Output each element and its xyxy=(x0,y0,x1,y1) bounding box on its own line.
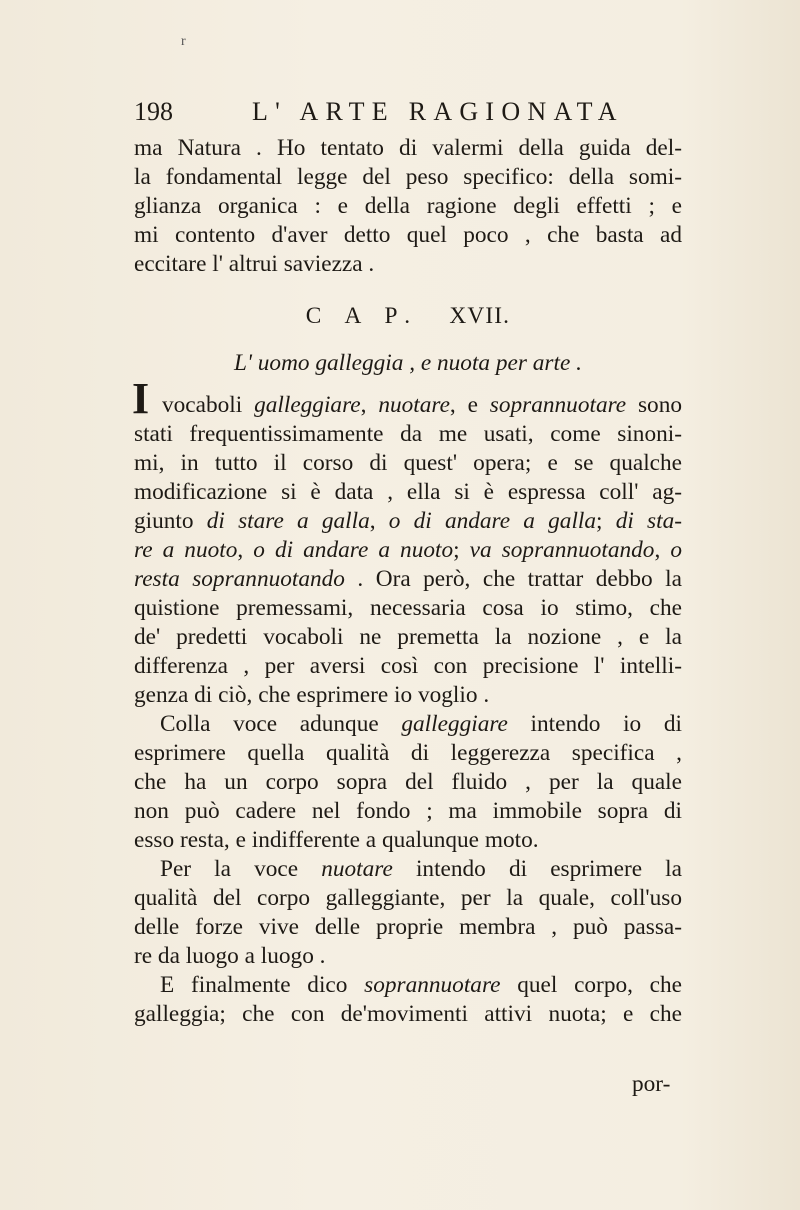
text-run: , e xyxy=(449,392,490,418)
italic-term: va soprannuotando xyxy=(469,537,655,563)
chapter-number: XVII. xyxy=(449,303,511,329)
text-line: la fondamental legge del peso specifico: della somi- xyxy=(134,164,682,190)
text-run: Colla voce adunque xyxy=(160,711,402,737)
text-run: quel corpo, che xyxy=(500,972,682,998)
running-head: L' ARTE RAGIONATA xyxy=(252,97,624,126)
text-run: de' predetti vocaboli ne premetta la nozione , e la xyxy=(134,624,682,650)
intro-paragraph xyxy=(134,134,682,279)
text-run: non può cadere nel fondo ; ma immobile sopra di xyxy=(134,798,682,824)
text-run: quistione premessami, necessaria cosa io stimo, che xyxy=(134,595,682,621)
text-line: eccitare l' altrui saviezza . xyxy=(134,251,375,277)
italic-term: galleggiare xyxy=(254,392,361,418)
text-line xyxy=(134,623,682,652)
text-run: , xyxy=(237,537,254,563)
chapter-title-text: L' uomo galleggia , e nuota per arte . xyxy=(234,350,582,376)
text-line xyxy=(134,652,682,681)
paragraph-4 xyxy=(134,971,682,1029)
text-run: . Ora però, che trattar debbo la xyxy=(344,566,682,592)
italic-term: galleggiare xyxy=(401,711,508,737)
text-line xyxy=(134,681,682,710)
text-line: ma Natura . Ho tentato di valermi della guida del- xyxy=(134,135,682,161)
text-run: intendo di esprimere la xyxy=(392,856,682,882)
text-line xyxy=(134,449,682,478)
text-run: mi, in tutto il corso di quest' opera; e se qualche xyxy=(134,450,682,476)
text-run: , xyxy=(360,392,379,418)
text-line xyxy=(134,768,682,797)
text-line xyxy=(132,374,683,423)
italic-term: o di andare a galla xyxy=(388,508,597,534)
text-run: re da luogo a luogo . xyxy=(134,943,326,969)
drop-cap: I xyxy=(132,374,150,423)
text-run: vocaboli xyxy=(162,392,255,418)
paragraph-3 xyxy=(134,855,682,971)
page-number: 198 xyxy=(134,97,173,126)
italic-term: resta soprannuotando xyxy=(134,566,345,592)
text-line xyxy=(134,913,682,942)
text-run: giunto xyxy=(134,508,207,534)
text-run: ; xyxy=(453,537,470,563)
text-line xyxy=(134,565,682,594)
italic-term: di stare a galla xyxy=(206,508,370,534)
body-text xyxy=(134,134,682,1029)
italic-term: nuotare xyxy=(321,856,393,882)
text-run: Per la voce xyxy=(160,856,322,882)
text-line xyxy=(134,855,682,884)
page-header xyxy=(134,96,674,128)
chapter-heading xyxy=(134,302,682,332)
text-line xyxy=(134,884,682,913)
text-line xyxy=(134,710,682,739)
text-line xyxy=(134,942,682,971)
text-line xyxy=(134,594,682,623)
chapter-title xyxy=(134,349,682,378)
text-run: genza di ciò, che esprimere io voglio . xyxy=(134,682,490,708)
paragraph-1 xyxy=(132,374,683,710)
text-run: E finalmente dico xyxy=(160,972,365,998)
italic-term: nuotare xyxy=(378,392,450,418)
italic-term: soprannuotare xyxy=(364,972,501,998)
text-run: , xyxy=(654,537,671,563)
text-run: intendo io di xyxy=(507,711,682,737)
stray-mark: r xyxy=(181,34,186,49)
text-run: galleggia; che con de'movimenti attivi nuota; e che xyxy=(134,1001,682,1027)
text-line: mi contento d'aver detto quel poco , che basta ad xyxy=(134,222,682,248)
text-run: , xyxy=(369,508,389,534)
chapter-label: C A P. xyxy=(305,303,420,329)
text-run: delle forze vive delle proprie membra , può passa- xyxy=(134,914,682,940)
paragraph-2 xyxy=(134,710,682,855)
italic-term: soprannuotare xyxy=(489,392,627,418)
text-run: che ha un corpo sopra del fluido , per la quale xyxy=(134,769,682,795)
text-line xyxy=(134,1000,682,1029)
catchword: por- xyxy=(632,1071,671,1097)
text-line xyxy=(134,739,682,768)
italic-term: di sta- xyxy=(615,508,683,534)
text-line xyxy=(134,797,682,826)
text-line xyxy=(134,478,682,507)
italic-term: o xyxy=(670,537,682,563)
text-run: sono xyxy=(626,392,683,418)
text-line xyxy=(134,826,682,855)
text-run: differenza , per aversi così con precisione l' intelli- xyxy=(134,653,682,679)
text-run: esprimere quella qualità di leggerezza specifica , xyxy=(134,740,682,766)
italic-term: o di andare a nuoto xyxy=(253,537,454,563)
text-line xyxy=(134,420,682,449)
text-run: modificazione si è data , ella si è espressa coll' ag- xyxy=(134,479,682,505)
text-run: stati frequentissimamente da me usati, come sinoni- xyxy=(134,421,682,447)
italic-term: re a nuoto xyxy=(134,537,238,563)
text-run: esso resta, e indifferente a qualunque moto. xyxy=(134,827,539,853)
text-line: glianza organica : e della ragione degli effetti ; e xyxy=(134,193,682,219)
text-run: ; xyxy=(596,508,616,534)
text-run: qualità del corpo galleggiante, per la quale, coll'uso xyxy=(134,885,682,911)
text-line xyxy=(134,971,682,1000)
text-line xyxy=(134,507,682,536)
text-line xyxy=(134,536,682,565)
